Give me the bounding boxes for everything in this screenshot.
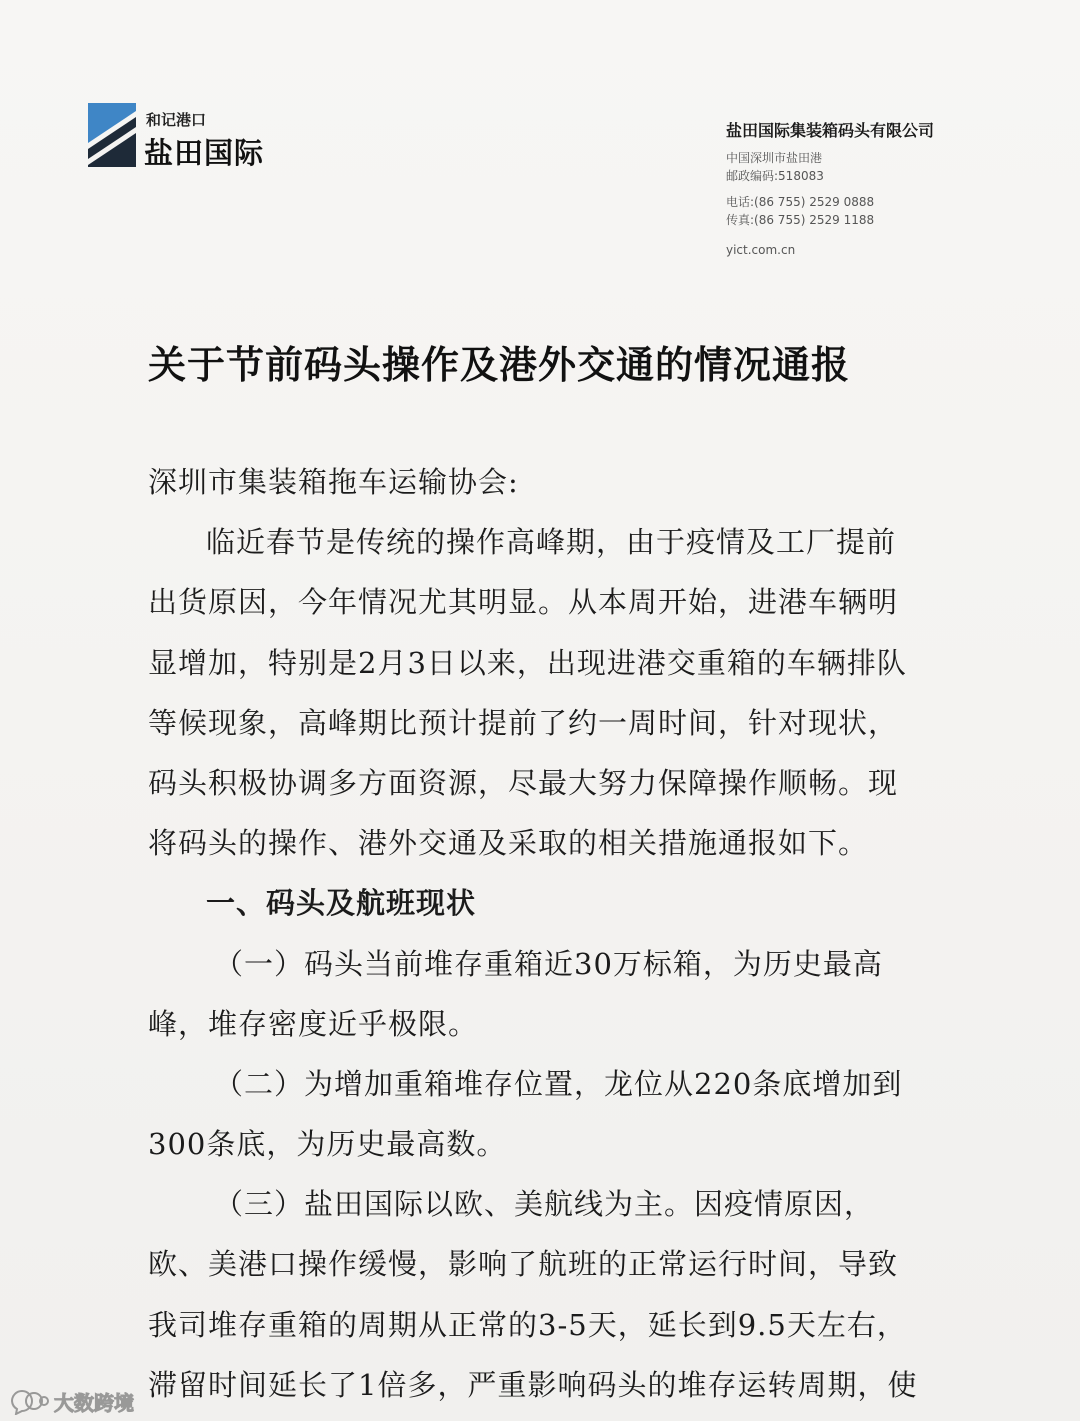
yantian-logo-icon (88, 103, 136, 167)
paragraph-line: 临近春节是传统的操作高峰期，由于疫情及工厂提前 (206, 525, 897, 560)
company-address: 中国深圳市盐田港 (726, 151, 823, 165)
paragraph-line: 等候现象，高峰期比预计提前了约一周时间，针对现状， (148, 705, 899, 740)
company-phone: 电话:(86 755) 2529 0888 (726, 195, 875, 209)
bubble-logo-icon (6, 1387, 50, 1415)
paragraph-line: （三）盐田国际以欧、美航线为主。因疫情原因， (214, 1187, 875, 1222)
paragraph-line: 峰，堆存密度近乎极限。 (148, 1006, 479, 1041)
watermark (6, 1386, 134, 1416)
salutation: 深圳市集装箱拖车运输协会: (148, 465, 519, 499)
paragraph-line: 欧、美港口操作缓慢，影响了航班的正常运行时间，导致 (148, 1247, 899, 1282)
paragraph-line: 出货原因，今年情况尤其明显。从本周开始，进港车辆明 (148, 585, 899, 620)
section-heading: 一、码头及航班现状 (206, 886, 477, 921)
paragraph-line: （二）为增加重箱堆存位置，龙位从220条底增加到 (214, 1066, 903, 1101)
paragraph-line: 码头积极协调多方面资源，尽最大努力保障操作顺畅。现 (148, 765, 899, 800)
watermark-text: 大数跨境 (54, 1390, 134, 1415)
company-fax: 传真:(86 755) 2529 1188 (726, 213, 875, 227)
company-logo (88, 103, 288, 173)
document-title: 关于节前码头操作及港外交通的情况通报 (148, 342, 851, 387)
paragraph-line: 滞留时间延长了1倍多，严重影响码头的堆存运转周期，使 (148, 1367, 918, 1402)
paragraph-line: 将码头的操作、港外交通及采取的相关措施通报如下。 (148, 826, 869, 861)
paragraph-line: 300条底，为历史最高数。 (148, 1127, 507, 1162)
paragraph-line: 我司堆存重箱的周期从正常的3-5天，延长到9.5天左右， (148, 1307, 907, 1342)
document-body (148, 458, 918, 1421)
paragraph-line: （一）码头当前堆存重箱近30万标箱，为历史最高 (214, 946, 883, 981)
company-info (726, 118, 1026, 257)
company-postcode: 邮政编码:518083 (726, 169, 824, 183)
company-name: 盐田国际集装箱码头有限公司 (726, 121, 935, 140)
paragraph-line: 显增加，特别是2月3日以来，出现进港交重箱的车辆排队 (148, 645, 907, 680)
logo-title: 盐田国际 (144, 136, 265, 170)
logo-subtitle: 和记港口 (146, 111, 207, 129)
company-website: yict.com.cn (726, 243, 796, 257)
